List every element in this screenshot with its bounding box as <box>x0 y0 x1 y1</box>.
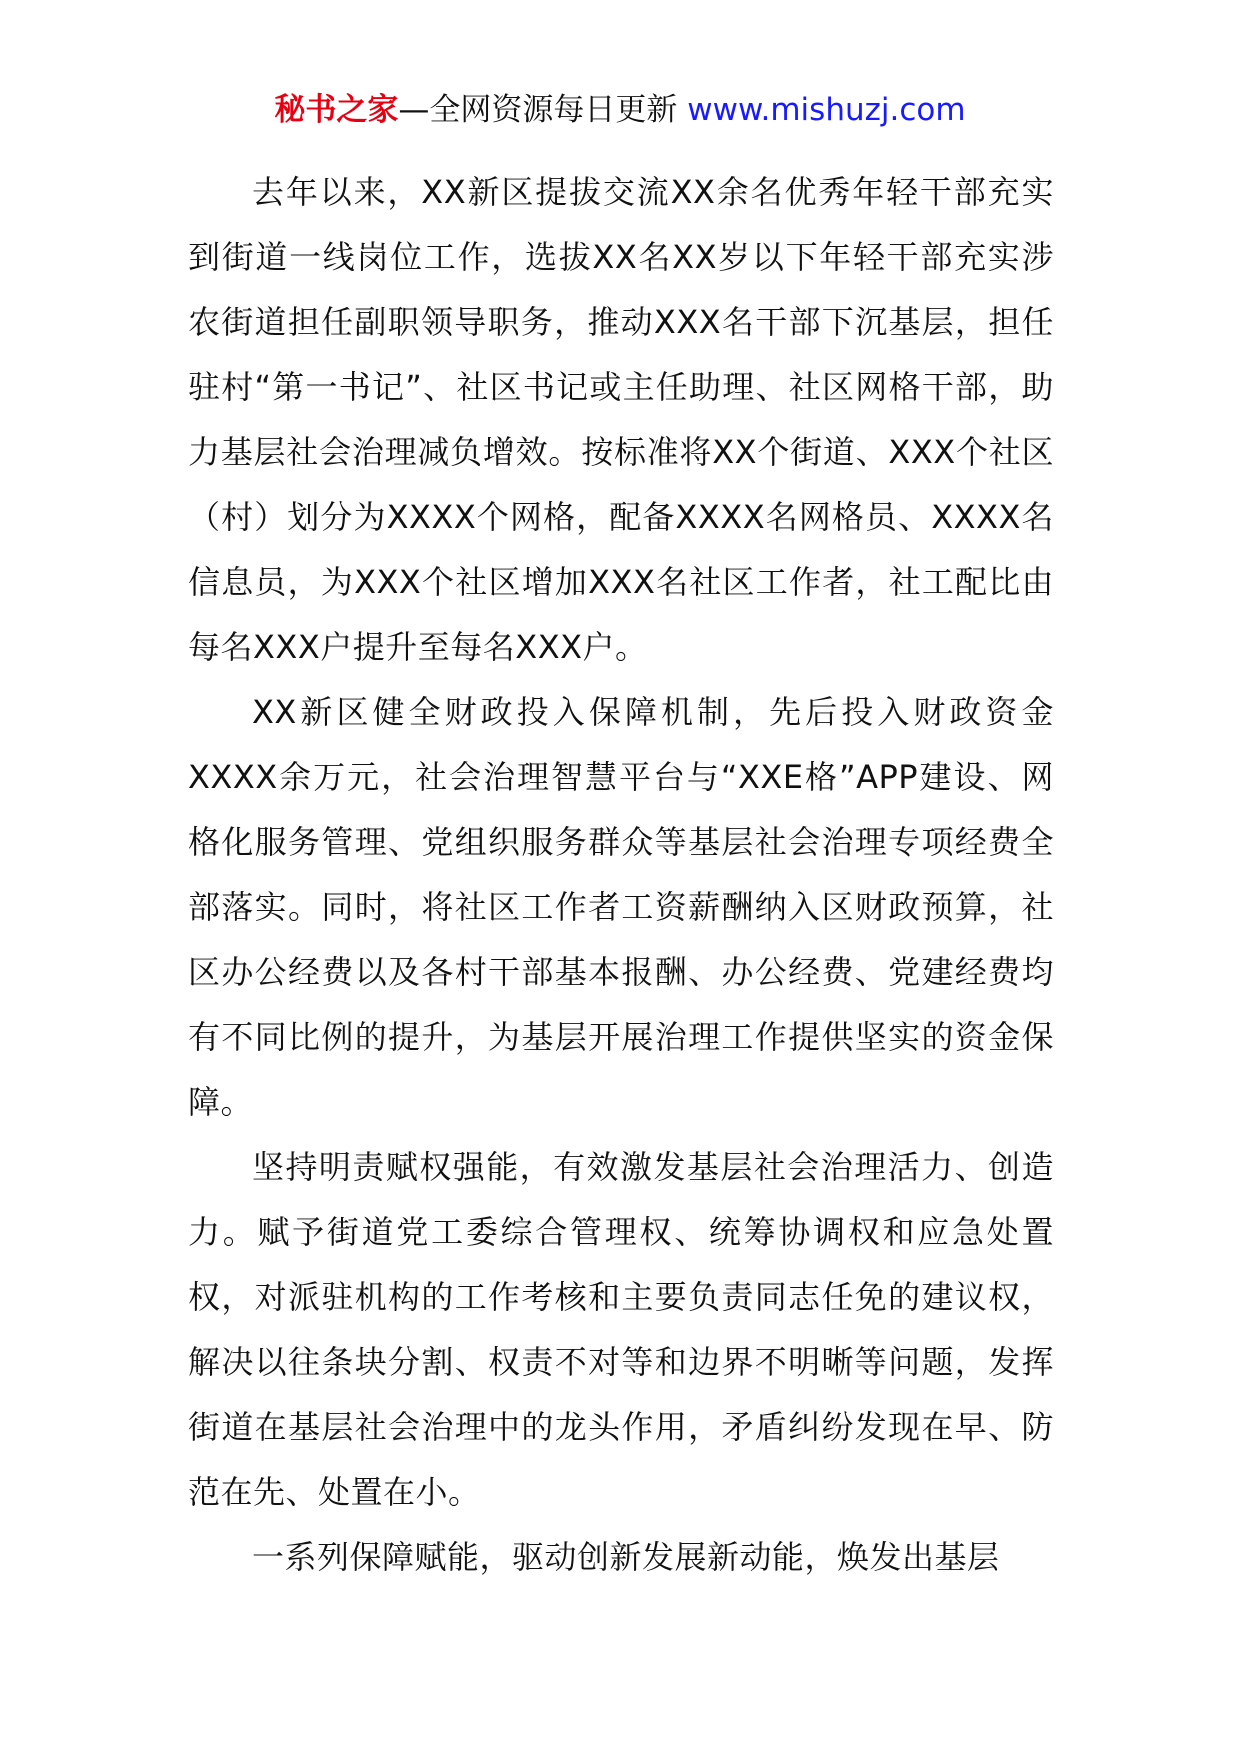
paragraph: 坚持明责赋权强能，有效激发基层社会治理活力、创造力。赋予街道党工委综合管理权、统筹协调权和应急处置权，对派驻机构的工作考核和主要负责同志任免的建议权，解决以往条块分割、权责不对等和边界不明晰等问题，发挥街道在基层社会治理中的龙头作用，矛盾纠纷发现在早、防范在先、处置在小。 <box>188 1148 1054 1511</box>
header-slogan: —全网资源每日更新 <box>398 92 688 128</box>
site-header <box>0 90 1240 130</box>
paragraph: XX新区健全财政投入保障机制，先后投入财政资金XXXX余万元，社会治理智慧平台与“XXE格”APP建设、网格化服务管理、党组织服务群众等基层社会治理专项经费全部落实。同时，将社区工作者工资薪酬纳入区财政预算，社区办公经费以及各村干部基本报酬、办公经费、党建经费均有不同比例的提升，为基层开展治理工作提供坚实的资金保障。 <box>188 693 1054 1121</box>
paragraph: 一系列保障赋能，驱动创新发展新动能，焕发出基层 <box>252 1538 1000 1576</box>
brand-name: 秘书之家 <box>274 92 399 128</box>
paragraph: 去年以来，XX新区提拔交流XX余名优秀年轻干部充实到街道一线岗位工作，选拔XX名XX岁以下年轻干部充实涉农街道担任副职领导职务，推动XXX名干部下沉基层，担任驻村“第一书记”、社区书记或主任助理、社区网格干部，助力基层社会治理减负增效。按标准将XX个街道、XXX个社区（村）划分为XXXX个网格，配备XXXX名网格员、XXXX名信息员，为XXX个社区增加XXX名社区工作者，社工配比由每名XXX户提升至每名XXX户。 <box>188 173 1054 666</box>
document-body <box>188 160 1054 1590</box>
site-url-link[interactable]: www.mishuzj.com <box>687 92 966 128</box>
